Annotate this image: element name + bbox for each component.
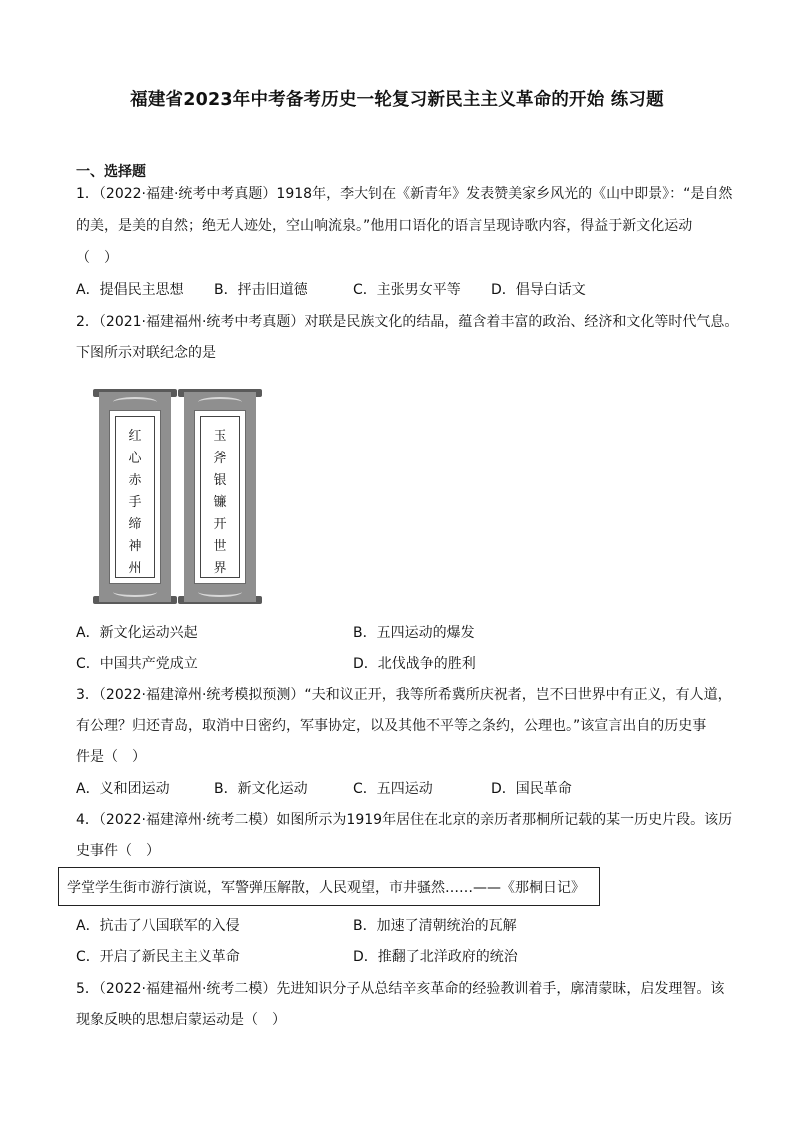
q1-option-c[interactable]: C．主张男女平等	[353, 282, 461, 298]
couplet-char: 手	[128, 495, 142, 510]
couplet-scroll-left	[99, 392, 171, 602]
couplet-char: 世	[213, 539, 227, 554]
q2-option-a[interactable]: A．新文化运动兴起	[76, 625, 198, 641]
q4-option-a[interactable]: A．抗击了八国联军的入侵	[76, 918, 240, 934]
q3-stem-line3: 件是（ ）	[76, 749, 146, 765]
scroll-ornament	[198, 587, 242, 597]
q3-option-b[interactable]: B．新文化运动	[214, 781, 308, 797]
q1-stem-line2: 的美，是美的自然；绝无人迹处，空山响流泉。”他用口语化的语言呈现诗歌内容，得益于新文化运动	[76, 218, 693, 234]
q3-option-a[interactable]: A．义和团运动	[76, 781, 170, 797]
scroll-ornament	[198, 397, 242, 407]
q1-option-a[interactable]: A．提倡民主思想	[76, 282, 184, 298]
couplet-scroll-right	[184, 392, 256, 602]
q4-stem-line2: 史事件（ ）	[76, 843, 160, 859]
section-heading: 一、选择题	[76, 164, 146, 180]
q3-option-c[interactable]: C．五四运动	[353, 781, 433, 797]
couplet-char: 玉	[213, 429, 227, 444]
quote-text: 学堂学生街市游行演说，军警弹压解散，人民观望，市井骚然……——《那桐日记》	[67, 880, 585, 896]
couplet-char: 缔	[128, 517, 142, 532]
q3-stem-line1: 3．（2022·福建漳州·统考模拟预测）“夫和议正开，我等所希冀所庆祝者，岂不曰世界中有正义，有人道，	[76, 687, 732, 703]
couplet-char: 斧	[213, 451, 227, 466]
q2-option-c[interactable]: C．中国共产党成立	[76, 656, 198, 672]
couplet-char: 心	[128, 451, 142, 466]
q3-option-d[interactable]: D．国民革命	[491, 781, 572, 797]
couplet-char: 红	[128, 429, 142, 444]
q4-option-d[interactable]: D．推翻了北洋政府的统治	[353, 949, 518, 965]
q2-stem-line1: 2．（2021·福建福州·统考中考真题）对联是民族文化的结晶，蕴含着丰富的政治、经济和文化等时代气息。	[76, 314, 739, 330]
q3-stem-line2: 有公理？归还青岛，取消中日密约，军事协定，以及其他不平等之条约，公理也。”该宣言出自的历史事	[76, 718, 707, 734]
q5-stem-line2: 现象反映的思想启蒙运动是（ ）	[76, 1012, 286, 1028]
couplet-char: 界	[213, 561, 227, 576]
q2-option-b[interactable]: B．五四运动的爆发	[353, 625, 475, 641]
q1-stem-line1: 1．（2022·福建·统考中考真题）1918年，李大钊在《新青年》发表赞美家乡风光的《山中即景》：“是自然	[76, 186, 733, 202]
scroll-ornament	[113, 397, 157, 407]
q2-stem-line2: 下图所示对联纪念的是	[76, 345, 216, 361]
couplet-char: 神	[128, 539, 142, 554]
q5-stem-line1: 5．（2022·福建福州·统考二模）先进知识分子从总结辛亥革命的经验教训着手，廓清蒙昧，启发理智。该	[76, 981, 725, 997]
couplet-char: 镰	[213, 495, 227, 510]
page-title: 福建省2023年中考备考历史一轮复习新民主主义革命的开始 练习题	[130, 90, 664, 110]
couplet-char: 银	[213, 473, 227, 488]
q2-option-d[interactable]: D．北伐战争的胜利	[353, 656, 476, 672]
couplet-char: 开	[213, 517, 227, 532]
couplet-char: 赤	[128, 473, 142, 488]
q4-option-b[interactable]: B．加速了清朝统治的瓦解	[353, 918, 517, 934]
q1-option-d[interactable]: D．倡导白话文	[491, 282, 586, 298]
couplet-char: 州	[128, 561, 142, 576]
scroll-ornament	[113, 587, 157, 597]
q4-stem-line1: 4．（2022·福建漳州·统考二模）如图所示为1919年居住在北京的亲历者那桐所记载的某一历史片段。该历	[76, 812, 733, 828]
q1-option-b[interactable]: B．抨击旧道德	[214, 282, 308, 298]
quote-box	[58, 867, 600, 906]
q4-option-c[interactable]: C．开启了新民主主义革命	[76, 949, 240, 965]
q1-stem-line3: （ ）	[76, 250, 118, 266]
